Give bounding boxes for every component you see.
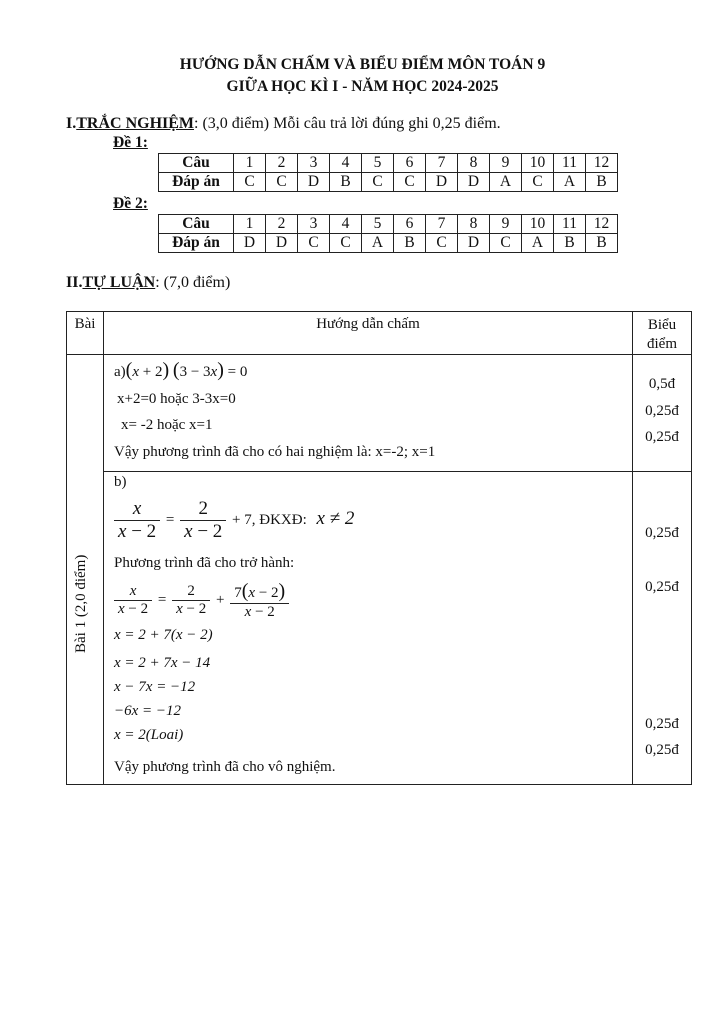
score-value: 0,25đ [645,403,679,419]
part-b-equation: $\frac{x}{x - 2}$ = $\frac{2}{x - 2}$ + 7, ĐKXĐ: x ≠ 2 [112,498,354,543]
answer-cell: A [554,173,586,192]
part-a-step1: x+2=0 hoặc 3-3x=0 [117,391,236,407]
score-value: 0,5đ [648,376,676,392]
part-a-scores [633,355,692,472]
answer-cell: C [298,234,330,253]
part-b-step1: x = 2 + 7(x − 2) [114,627,213,643]
question-number: 5 [362,215,394,234]
question-number: 4 [330,154,362,173]
answer-cell: C [490,234,522,253]
answer-cell: B [586,234,618,253]
doc-title-line2: GIỮA HỌC KÌ I - NĂM HỌC 2024-2025 [226,78,499,95]
de2-answer-row [159,234,618,253]
answer-cell: A [490,173,522,192]
col-header-score [633,312,692,355]
answer-cell: A [362,234,394,253]
part-a-guide [104,355,633,472]
col-header-bai: Bài [67,312,104,355]
part-b-step2: x = 2 + 7x − 14 [114,655,211,671]
score-value: 0,25đ [645,716,679,732]
doc-title-line1: HƯỚNG DẪN CHẤM VÀ BIỂU ĐIỂM MÔN TOÁN 9 [179,56,546,73]
score-header-line1: Biểu [647,317,677,333]
part-b-step4: −6x = −12 [114,703,182,719]
question-number: 3 [298,215,330,234]
de2-label: Đề 2: [113,195,148,212]
answer-cell: B [554,234,586,253]
question-number: 12 [586,154,618,173]
part-b-step5: x = 2(Loai) [114,727,184,743]
col-header-guide: Hướng dẫn chấm [104,312,633,355]
question-number: 2 [266,154,298,173]
dkxd-condition: x ≠ 2 [316,507,355,529]
score-value: 0,25đ [645,429,679,445]
question-number: 3 [298,154,330,173]
score-value: 0,25đ [645,525,679,541]
answer-cell: B [394,234,426,253]
question-number: 6 [394,215,426,234]
part1-desc: : (3,0 điểm) Mỗi câu trả lời đúng ghi 0,25 điểm. [194,115,501,132]
part-b-rewritten: $\frac{x}{x - 2}$ = $\frac{2}{x - 2}$ + $\frac{7(x - 2)}{x - 2}$ [112,580,291,621]
part-a-equation: a)(x + 2) (3 − 3x) = 0 [114,359,248,381]
grading-table-header [67,312,692,355]
de1-answer-row [159,173,618,192]
part1-heading [66,115,501,133]
part2-name: TỰ LUẬN [82,274,156,291]
score-header-line2: điểm [647,336,677,352]
answer-cell: D [458,234,490,253]
de1-question-row [159,154,618,173]
question-number: 7 [426,154,458,173]
score-value: 0,25đ [645,579,679,595]
part-b-becomes: Phương trình đã cho trở hành: [114,555,295,571]
answer-cell: B [330,173,362,192]
question-number: 12 [586,215,618,234]
de2-answer-table [158,214,618,253]
de1-answer-table [158,153,618,192]
question-number: 10 [522,154,554,173]
question-number: 9 [490,215,522,234]
question-number: 1 [234,154,266,173]
answer-cell: A [522,234,554,253]
part-b-step3: x − 7x = −12 [114,679,196,695]
answer-cell: C [330,234,362,253]
answer-cell: D [298,173,330,192]
question-number: 2 [266,215,298,234]
grading-table [66,311,692,785]
part1-name: TRẮC NGHIỆM [76,115,195,132]
question-number: 6 [394,154,426,173]
answer-cell: D [266,234,298,253]
answer-cell: C [362,173,394,192]
bai1-cell [67,355,104,785]
part-a-conclusion: Vậy phương trình đã cho có hai nghiệm là: x=-2; x=1 [114,444,436,460]
answer-cell: B [586,173,618,192]
answer-cell: D [234,234,266,253]
part-a-prefix: a) [114,364,126,380]
de2-question-row [159,215,618,234]
part2-label: II. [66,274,83,291]
answer-cell: C [426,234,458,253]
bai1-label: Bài 1 (2,0 điểm) [73,554,89,653]
part2-heading [66,274,230,292]
answer-cell: C [266,173,298,192]
question-number: 11 [554,215,586,234]
question-number: 7 [426,215,458,234]
row-header-cau: Câu [159,215,234,234]
answer-cell: C [522,173,554,192]
part2-desc: : (7,0 điểm) [155,274,231,291]
question-number: 10 [522,215,554,234]
question-number: 4 [330,215,362,234]
de1-label: Đề 1: [113,134,148,151]
question-number: 5 [362,154,394,173]
answer-cell: D [458,173,490,192]
row-header-dap-an: Đáp án [159,234,234,253]
question-number: 9 [490,154,522,173]
part1-label: I. [66,115,77,132]
answer-cell: C [234,173,266,192]
dkxd-label: , ĐKXĐ: [251,511,307,528]
answer-cell: D [426,173,458,192]
question-number: 11 [554,154,586,173]
question-number: 8 [458,154,490,173]
part-b-guide [104,472,633,785]
part-b-scores [633,472,692,785]
row-header-dap-an: Đáp án [159,173,234,192]
answer-cell: C [394,173,426,192]
part-b-prefix: b) [114,474,127,490]
question-number: 8 [458,215,490,234]
row-header-cau: Câu [159,154,234,173]
part-b-conclusion: Vậy phương trình đã cho vô nghiệm. [114,759,336,775]
question-number: 1 [234,215,266,234]
row-bai1-b [67,472,692,785]
part-a-step2: x= -2 hoặc x=1 [121,417,213,433]
score-value: 0,25đ [645,742,679,758]
row-bai1-a [67,355,692,472]
